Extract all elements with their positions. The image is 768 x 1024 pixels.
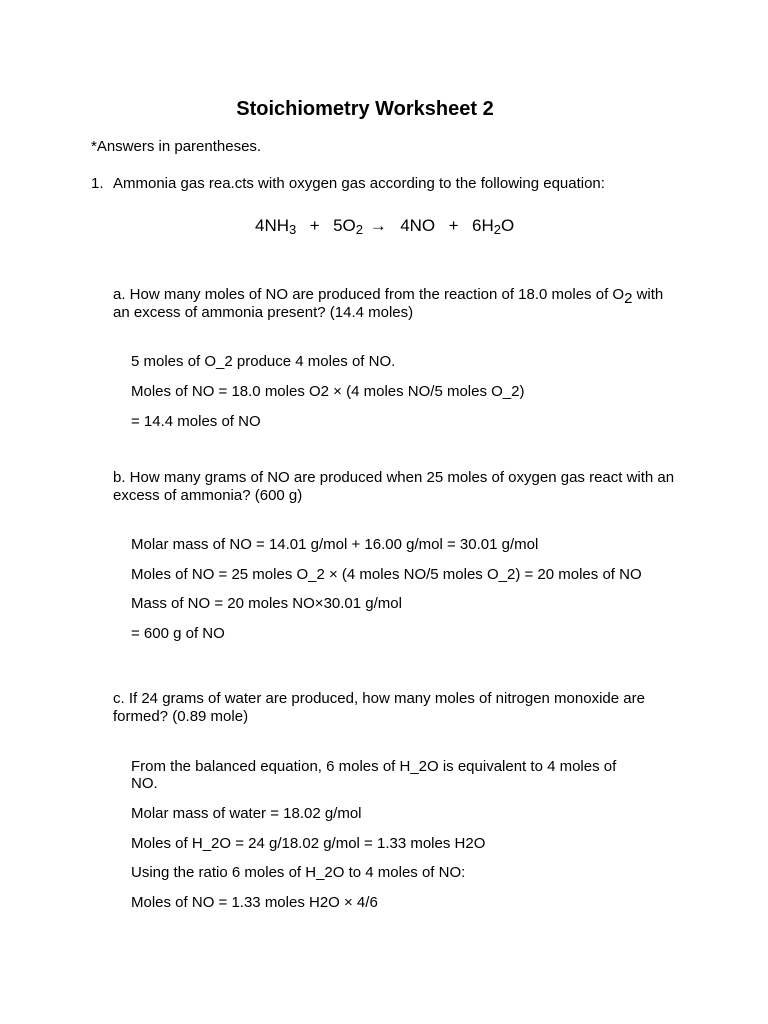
- question-number: 1.: [91, 175, 104, 192]
- part-a-line: 5 moles of O_2 produce 4 moles of NO.: [131, 353, 396, 370]
- part-c-line: Using the ratio 6 moles of H_2O to 4 moles of NO:: [131, 864, 466, 881]
- part-b-line: Mass of NO = 20 moles NO×30.01 g/mol: [131, 595, 402, 612]
- part-a-question: a. How many moles of NO are produced from the reaction of 18.0 moles of $O_2$ with an excess of ammonia present? (14.4 moles): [113, 286, 664, 321]
- part-c-line: Moles of H_2O = 24 g/18.02 g/mol = 1.33 moles H2O: [131, 835, 486, 852]
- product-2: $6H_2O$: [472, 216, 515, 237]
- part-c-line: From the balanced equation, 6 moles of H_2O is equivalent to 4 moles of NO.: [131, 758, 617, 792]
- chemical-equation: [255, 216, 514, 236]
- question-text: Ammonia gas rea.cts with oxygen gas according to the following equation:: [113, 175, 605, 192]
- part-c-line: Molar mass of water = 18.02 g/mol: [131, 805, 362, 822]
- reactant-1: $4NH_3$: [255, 216, 297, 237]
- reaction-arrow: →: [369, 216, 387, 235]
- part-b-question: b. How many grams of NO are produced when 25 moles of oxygen gas react with an excess of ammonia? (600 g): [113, 469, 675, 504]
- plus-sign: +: [448, 216, 459, 235]
- part-b-line: Moles of NO = 25 moles O_2 × (4 moles NO/5 moles O_2) = 20 moles of NO: [131, 566, 642, 583]
- part-c-line: Moles of NO = 1.33 moles H2O × 4/6: [131, 894, 378, 911]
- plus-sign: +: [309, 216, 320, 235]
- part-a-line: Moles of NO = 18.0 moles O2 × (4 moles NO/5 moles O_2): [131, 383, 525, 400]
- product-1: 4NO: [400, 216, 436, 235]
- part-a-line: = 14.4 moles of NO: [131, 413, 261, 430]
- reactant-2: $5O_2$: [333, 216, 364, 237]
- part-c-question: c. If 24 grams of water are produced, how many moles of nitrogen monoxide are formed? (0.89 mole): [113, 690, 645, 725]
- answers-note: *Answers in parentheses.: [91, 138, 262, 155]
- part-b-line: Molar mass of NO = 14.01 g/mol + 16.00 g/mol = 30.01 g/mol: [131, 536, 539, 553]
- page-title: Stoichiometry Worksheet 2: [236, 98, 494, 120]
- part-b-line: = 600 g of NO: [131, 625, 225, 642]
